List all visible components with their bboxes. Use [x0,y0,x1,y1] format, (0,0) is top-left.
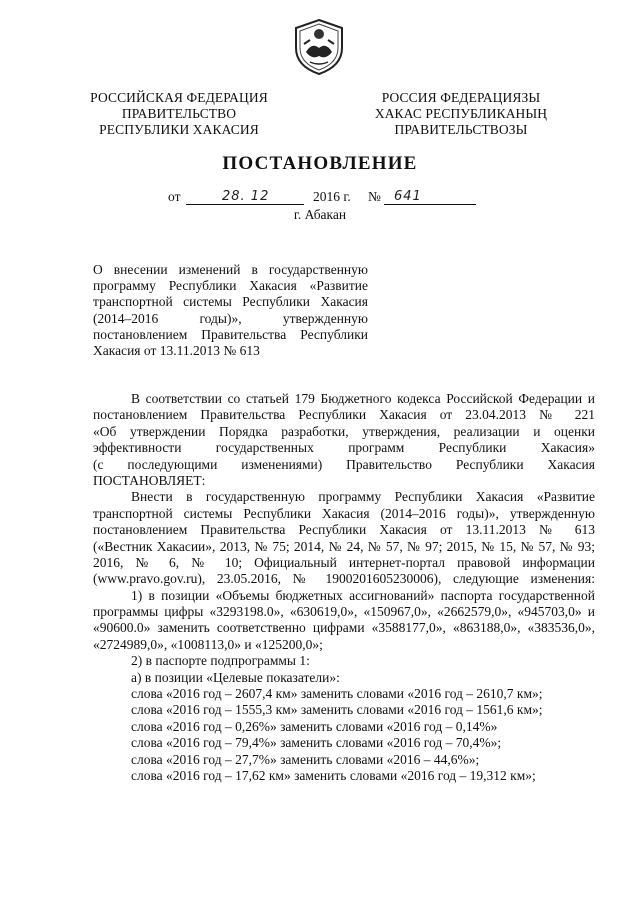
body-line: слова «2016 год – 1555,3 км» заменить словами «2016 год – 1561,6 км»; [131,702,543,718]
subject-block [93,262,368,359]
date-prefix: от [168,189,181,204]
body-line: слова «2016 год – 17,62 км» заменить словами «2016 год – 19,312 км»; [131,767,536,783]
body-line: программы цифры «3293198.0», «630619,0», «150967,0», «2662579,0», «945703,0» и [93,604,595,620]
subject-line: программу Республики Хакасия «Развитие [93,278,368,294]
subject-line: О внесении изменений в государственную [93,262,368,277]
header-right-line: ПРАВИТЕЛЬСТВОЗЫ [394,122,528,137]
body-line: постановлением Правительства Республики Хакасия от 13.11.2013 № 613 [93,522,595,538]
coat-of-arms-emblem-icon [292,18,346,76]
city-line: г. Абакан [293,207,347,222]
number-handwritten: 641 [394,189,422,204]
body-line: 1) в позиции «Объемы бюджетных ассигнований» паспорта государственной [131,587,595,603]
header-left-line: ПРАВИТЕЛЬСТВО [121,106,237,121]
number-sign: № [368,189,381,204]
header-left-line: РЕСПУБЛИКИ ХАКАСИЯ [99,122,259,137]
body-line: слова «2016 год – 27,7%» заменить словами «2016 – 44,6%»; [131,751,480,767]
subject-line: Хакасия от 13.11.2013 № 613 [93,343,260,359]
body-line: слова «2016 год – 79,4%» заменить словами «2016 год – 70,4%»; [131,735,502,751]
body-line: «2724989,0», «1008113,0» и «125200,0»; [93,636,323,652]
body-line: слова «2016 год – 0,26%» заменить словами «2016 год – 0,14%» [131,718,498,734]
subject-line: постановлением Правительства Республики [93,326,368,342]
body-line: В соответствии со статьей 179 Бюджетного кодекса Российской Федерации и [131,391,595,406]
body-line: постановлением Правительства Республики Хакасия от 23.04.2013 № 221 [93,407,595,423]
body-line: (www.pravo.gov.ru), 23.05.2016, № 1900201605230006), следующие изменения: [93,571,595,587]
body-line: ПОСТАНОВЛЯЕТ: [93,472,206,488]
body-line: «Об утверждении Порядка разработки, утверждения, реализации и оценки [93,423,595,439]
body-line: 2016, № 6, № 10; Официальный интернет-портал правовой информации [93,554,595,570]
body-line: а) в позиции «Целевые показатели»: [131,669,340,685]
header-right-line: РОССИЯ ФЕДЕРАЦИЯЗЫ [381,90,541,105]
header-left-block [88,90,270,138]
subject-line: транспортной системы Республики Хакасия [93,294,368,310]
body-line: «90600.0» заменить соответственно цифрами «3588177,0», «863188,0», «383536,0», [93,620,595,636]
body-line: слова «2016 год – 2607,4 км» заменить словами «2016 год – 2610,7 км»; [131,686,543,702]
body-line: эффективности государственных программ Республики Хакасия» [93,440,595,456]
body-text [93,391,595,784]
body-line: Внести в государственную программу Республики Хакасия «Развитие [131,489,595,505]
body-line: 2) в паспорте подпрограммы 1: [131,653,310,669]
header-right-block [370,90,552,138]
body-line: (с последующими изменениями) Правительство Республики Хакасия [93,456,595,472]
header-left-line: РОССИЙСКАЯ ФЕДЕРАЦИЯ [90,90,268,105]
body-line: («Вестник Хакасии», 2013, № 75; 2014, № 24, № 57, № 97; 2015, № 15, № 57, № 93; [93,538,595,554]
date-year: 2016 г. [313,189,351,204]
date-handwritten: 28. 12 [222,189,270,204]
document-title: ПОСТАНОВЛЕНИЕ [222,153,418,174]
body-line: транспортной системы Республики Хакасия (2014–2016 годы)», утвержденную [93,505,595,521]
subject-line: (2014–2016 годы)», утвержденную [93,310,368,326]
header-right-line: ХАКАС РЕСПУБЛИКАНЫҢ [374,106,548,121]
